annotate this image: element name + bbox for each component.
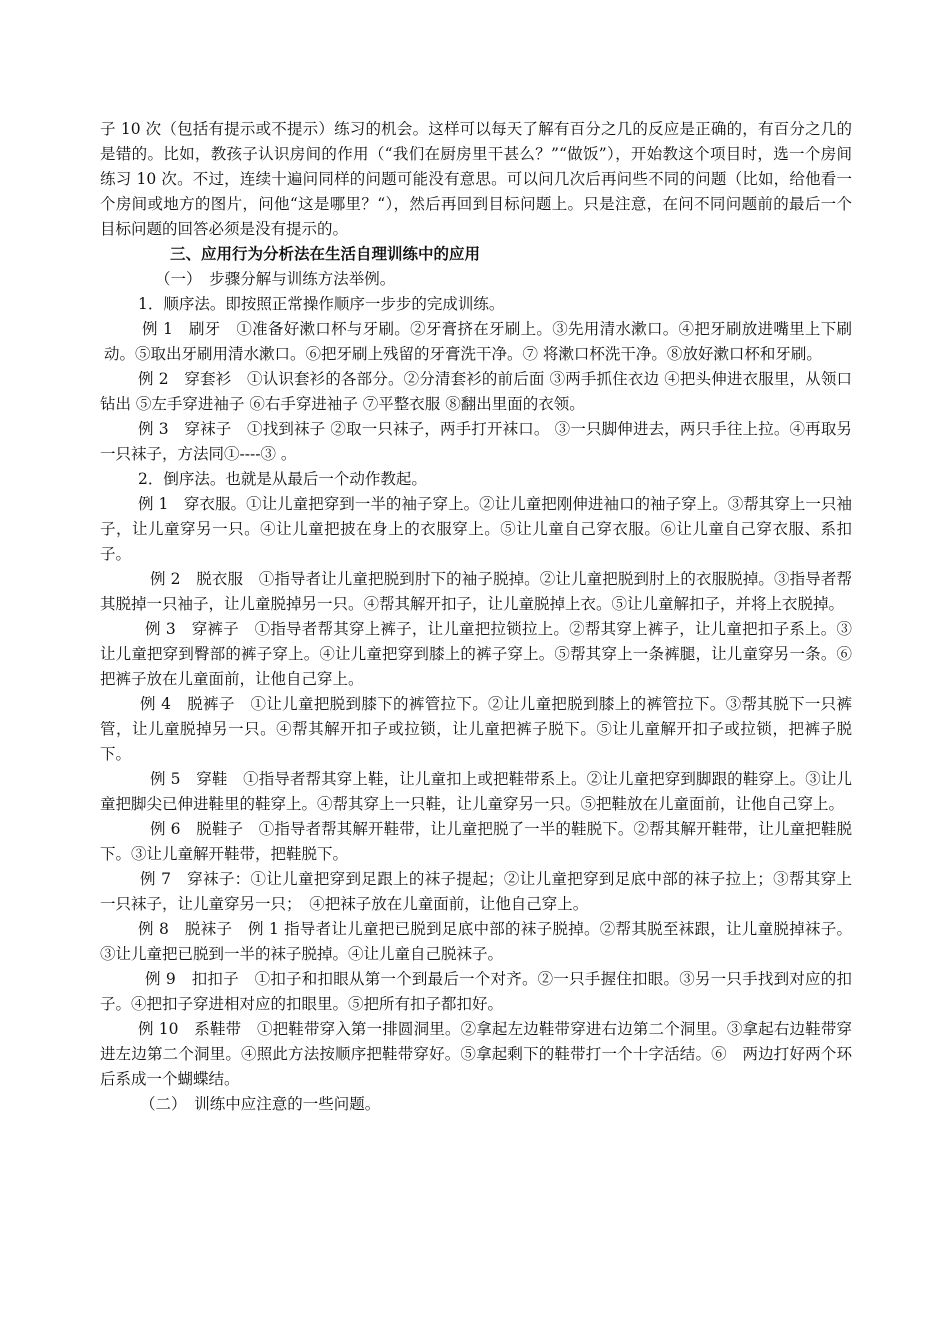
method-heading: 2．倒序法。也就是从最后一个动作教起。 (138, 470, 427, 488)
example-paragraph: 例 3 穿袜子 ①找到袜子 ②取一只袜子，两手打开袜口。 ③一只脚伸进去，两只手往上拉。④再取另一只袜子，方法同①----③ 。 (100, 420, 852, 463)
method-heading: 1．顺序法。即按照正常操作顺序一步步的完成训练。 (138, 295, 505, 313)
example-paragraph: 例 8 脱袜子 例 1 指导者让儿童把已脱到足底中部的袜子脱掉。②帮其脱至袜跟，让儿童脱掉袜子。③让儿童把已脱到一半的袜子脱掉。④让儿童自己脱袜子。 (100, 920, 852, 963)
paragraph: 子 10 次（包括有提示或不提示）练习的机会。这样可以每天了解有百分之几的反应是正确的，有百分之几的是错的。比如，教孩子认识房间的作用（“我们在厨房里干甚么？”“做饭”），开始教这个项目时，选一个房间练习 10 次。不过，连续十遍问同样的问题可能没有意思。可以问几次后再问些不同的问题（比如，给他看一个房间或地方的图片，问他“这是哪里？“），然后再回到目标问题上。只是注意，在问不同问题前的最后一个目标问题的回答必须是没有提示的。 (100, 120, 852, 238)
example-paragraph: 例 6 脱鞋子 ①指导者帮其解开鞋带，让儿童把脱了一半的鞋脱下。②帮其解开鞋带，让儿童把鞋脱下。③让儿童解开鞋带，把鞋脱下。 (100, 820, 852, 863)
example-paragraph: 例 2 穿套衫 ①认识套衫的各部分。②分清套衫的前后面 ③两手抓住衣边 ④把头伸进衣服里，从领口钻出 ⑤左手穿进袖子 ⑥右手穿进袖子 ⑦平整衣服 ⑧翻出里面的衣领。 (100, 370, 852, 413)
example-paragraph: 例 4 脱裤子 ①让儿童把脱到膝下的裤管拉下。②让儿童把脱到膝上的裤管拉下。③帮其脱下一只裤管，让儿童脱掉另一只。④帮其解开扣子或拉锁，让儿童把裤子脱下。⑤让儿童解开扣子或拉锁，把裤子脱下。 (100, 695, 852, 763)
subsection-heading: （一） 步骤分解与训练方法举例。 (155, 270, 396, 288)
example-paragraph: 例 10 系鞋带 ①把鞋带穿入第一排圆洞里。②拿起左边鞋带穿进右边第二个洞里。③拿起右边鞋带穿进左边第二个洞里。④照此方法按顺序把鞋带穿好。⑤拿起剩下的鞋带打一个十字活结。⑥ 两边打好两个环后系成一个蝴蝶结。 (100, 1020, 852, 1088)
example-paragraph: 例 5 穿鞋 ①指导者帮其穿上鞋，让儿童扣上或把鞋带系上。②让儿童把穿到脚跟的鞋穿上。③让儿童把脚尖已伸进鞋里的鞋穿上。④帮其穿上一只鞋，让儿童穿另一只。⑤把鞋放在儿童面前，让他自己穿上。 (100, 770, 852, 813)
example-paragraph: 例 2 脱衣服 ①指导者让儿童把脱到肘下的袖子脱掉。②让儿童把脱到肘上的衣服脱掉。③指导者帮其脱掉一只袖子，让儿童脱掉另一只。④帮其解开扣子，让儿童脱掉上衣。⑤让儿童解扣子，并将上衣脱掉。 (100, 570, 852, 613)
example-paragraph: 例 3 穿裤子 ①指导者帮其穿上裤子，让儿童把拉锁拉上。②帮其穿上裤子，让儿童把扣子系上。③让儿童把穿到臀部的裤子穿上。④让儿童把穿到膝上的裤子穿上。⑤帮其穿上一条裤腿，让儿童穿另一条。⑥把裤子放在儿童面前，让他自己穿上。 (100, 620, 852, 688)
subsection-heading: （二） 训练中应注意的一些问题。 (140, 1095, 381, 1113)
example-paragraph: 例 9 扣扣子 ①扣子和扣眼从第一个到最后一个对齐。②一只手握住扣眼。③另一只手找到对应的扣子。④把扣子穿进相对应的扣眼里。⑤把所有扣子都扣好。 (100, 970, 852, 1013)
section-heading: 三、应用行为分析法在生活自理训练中的应用 (170, 245, 481, 263)
example-paragraph: 例 7 穿袜子：①让儿童把穿到足跟上的袜子提起；②让儿童把穿到足底中部的袜子拉上；③帮其穿上一只袜子，让儿童穿另一只； ④把袜子放在儿童面前，让他自己穿上。 (100, 870, 852, 913)
example-paragraph: 例 1 穿衣服。①让儿童把穿到一半的袖子穿上。②让儿童把刚伸进袖口的袖子穿上。③帮其穿上一只袖子，让儿童穿另一只。④让儿童把披在身上的衣服穿上。⑤让儿童自己穿衣服。⑥让儿童自己穿衣服、系扣子。 (100, 495, 852, 563)
document-body (100, 117, 852, 1117)
example-paragraph: 例 1 刷牙 ①准备好漱口杯与牙刷。②牙膏挤在牙刷上。③先用清水漱口。④把牙刷放进嘴里上下刷动。⑤取出牙刷用清水漱口。⑥把牙刷上残留的牙膏洗干净。⑦ 将漱口杯洗干净。⑧放好漱口杯和牙刷。 (104, 320, 852, 363)
